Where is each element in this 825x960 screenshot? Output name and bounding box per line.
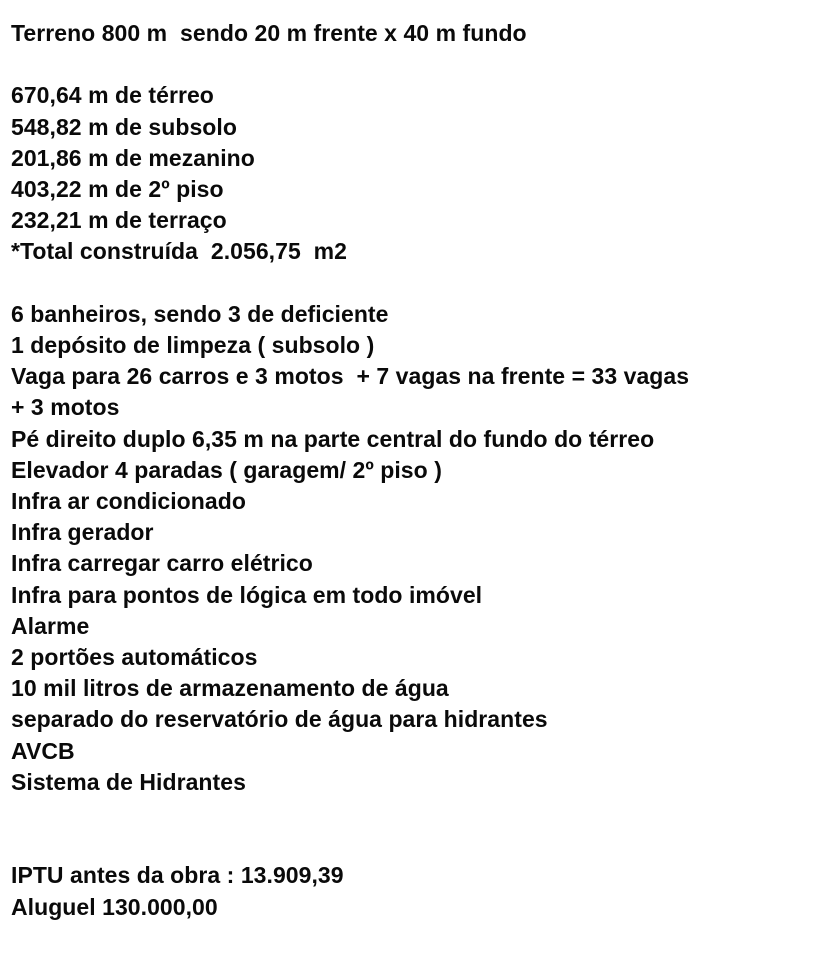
area-terrace: 232,21 m de terraço: [11, 207, 227, 234]
feature-parking-motos: + 3 motos: [11, 394, 120, 421]
feature-network-points: Infra para pontos de lógica em todo imóvel: [11, 581, 483, 608]
feature-list: [11, 299, 821, 798]
area-total-built: *Total construída 2.056,75 m2: [11, 238, 348, 265]
feature-generator: Infra gerador: [11, 519, 154, 546]
feature-cleaning-storage: 1 depósito de limpeza ( subsolo ): [11, 332, 375, 358]
blank-line: [11, 268, 821, 299]
blank-lines: [11, 798, 821, 860]
land-size-line: Terreno 800 m sendo 20 m frente x 40 m fundo: [11, 20, 527, 46]
feature-water-storage: 10 mil litros de armazenamento de água: [11, 675, 449, 702]
property-description: [11, 18, 821, 923]
feature-hydrant-reservoir: separado do reservatório de água para hidrantes: [11, 706, 548, 733]
feature-avcb: AVCB: [11, 737, 75, 764]
feature-hydrant-system: Sistema de Hidrantes: [11, 768, 246, 795]
rent-line: Aluguel 130.000,00: [11, 893, 218, 920]
feature-ev-charging: Infra carregar carro elétrico: [11, 550, 313, 577]
area-list: [11, 80, 821, 267]
finance-list: [11, 860, 821, 922]
feature-air-conditioning: Infra ar condicionado: [11, 488, 246, 515]
feature-elevator: Elevador 4 paradas ( garagem/ 2º piso ): [11, 456, 442, 483]
iptu-line: IPTU antes da obra : 13.909,39: [11, 862, 344, 889]
area-mezzanine: 201,86 m de mezanino: [11, 144, 255, 171]
feature-double-height: Pé direito duplo 6,35 m na parte central do fundo do térreo: [11, 425, 655, 452]
blank-line: [11, 49, 821, 80]
area-second-floor: 403,22 m de 2º piso: [11, 176, 224, 202]
feature-bathrooms: 6 banheiros, sendo 3 de deficiente: [11, 300, 389, 327]
area-ground-floor: 670,64 m de térreo: [11, 82, 214, 109]
feature-automatic-gates: 2 portões automáticos: [11, 644, 258, 671]
feature-alarm: Alarme: [11, 612, 90, 639]
area-basement: 548,82 m de subsolo: [11, 113, 237, 140]
feature-parking: Vaga para 26 carros e 3 motos + 7 vagas na frente = 33 vagas: [11, 363, 690, 390]
